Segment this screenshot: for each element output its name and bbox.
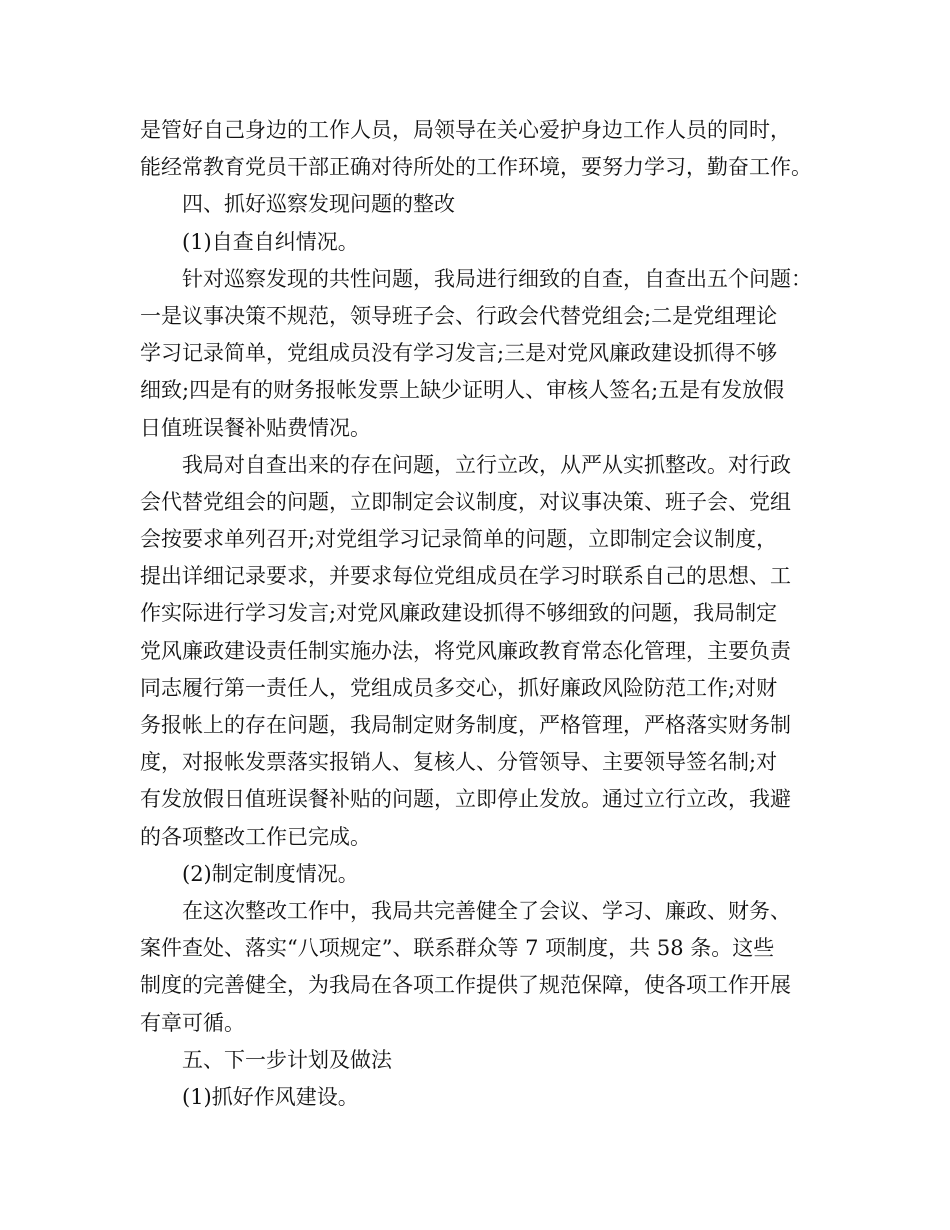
text-line: 的各项整改工作已完成。	[140, 824, 371, 849]
text-line: 党风廉政建设责任制实施办法，将党风廉政教育常态化管理，主要负责	[140, 638, 791, 663]
text-line: 会按要求单列召开;对党组学习记录简单的问题，立即制定会议制度，	[140, 527, 778, 552]
text-line: 五、下一步计划及做法	[182, 1047, 392, 1072]
text-line: 作实际进行学习发言;对党风廉政建设抓得不够细致的问题，我局制定	[140, 601, 778, 626]
text-line: 日值班误餐补贴费情况。	[140, 415, 371, 440]
document-body	[140, 112, 830, 1116]
text-line: 能经常教育党员干部正确对待所处的工作环境，要努力学习，勤奋工作。	[140, 155, 812, 180]
text-line: 有章可循。	[140, 1010, 245, 1035]
text-line: 我局对自查出来的存在问题，立行立改，从严从实抓整改。对行政	[182, 452, 791, 477]
text-line: 度，对报帐发票落实报销人、复核人、分管领导、主要领导签名制;对	[140, 750, 778, 775]
text-line: 有发放假日值班误餐补贴的问题，立即停止发放。通过立行立改，我避	[140, 787, 791, 812]
text-line: 同志履行第一责任人，党组成员多交心，抓好廉政风险防范工作;对财	[140, 675, 778, 700]
text-line: (1)抓好作风建设。	[182, 1084, 359, 1109]
text-line: 细致;四是有的财务报帐发票上缺少证明人、审核人签名;五是有发放假	[140, 378, 785, 403]
text-line: (1)自查自纠情况。	[182, 229, 359, 254]
text-line: 学习记录简单，党组成员没有学习发言;三是对党风廉政建设抓得不够	[140, 341, 778, 366]
text-line: 案件查处、落实“八项规定”、联系群众等 7 项制度，共 58 条。这些	[140, 936, 775, 961]
text-line: 在这次整改工作中，我局共完善健全了会议、学习、廉政、财务、	[182, 898, 791, 923]
text-line: 务报帐上的存在问题，我局制定财务制度，严格管理，严格落实财务制	[140, 713, 791, 737]
text-line: (2)制定制度情况。	[182, 861, 359, 886]
text-line: 会代替党组会的问题，立即制定会议制度，对议事决策、班子会、党组	[140, 489, 791, 514]
text-line: 四、抓好巡察发现问题的整改	[182, 192, 455, 217]
text-line: 一是议事决策不规范，领导班子会、行政会代替党组会;二是党组理论	[140, 303, 778, 328]
text-line: 制度的完善健全，为我局在各项工作提供了规范保障，使各项工作开展	[140, 973, 791, 998]
text-line: 针对巡察发现的共性问题，我局进行细致的自查，自查出五个问题：	[182, 266, 812, 291]
text-line: 是管好自己身边的工作人员，局领导在关心爱护身边工作人员的同时，	[140, 118, 791, 142]
text-line: 提出详细记录要求，并要求每位党组成员在学习时联系自己的思想、工	[140, 564, 791, 589]
